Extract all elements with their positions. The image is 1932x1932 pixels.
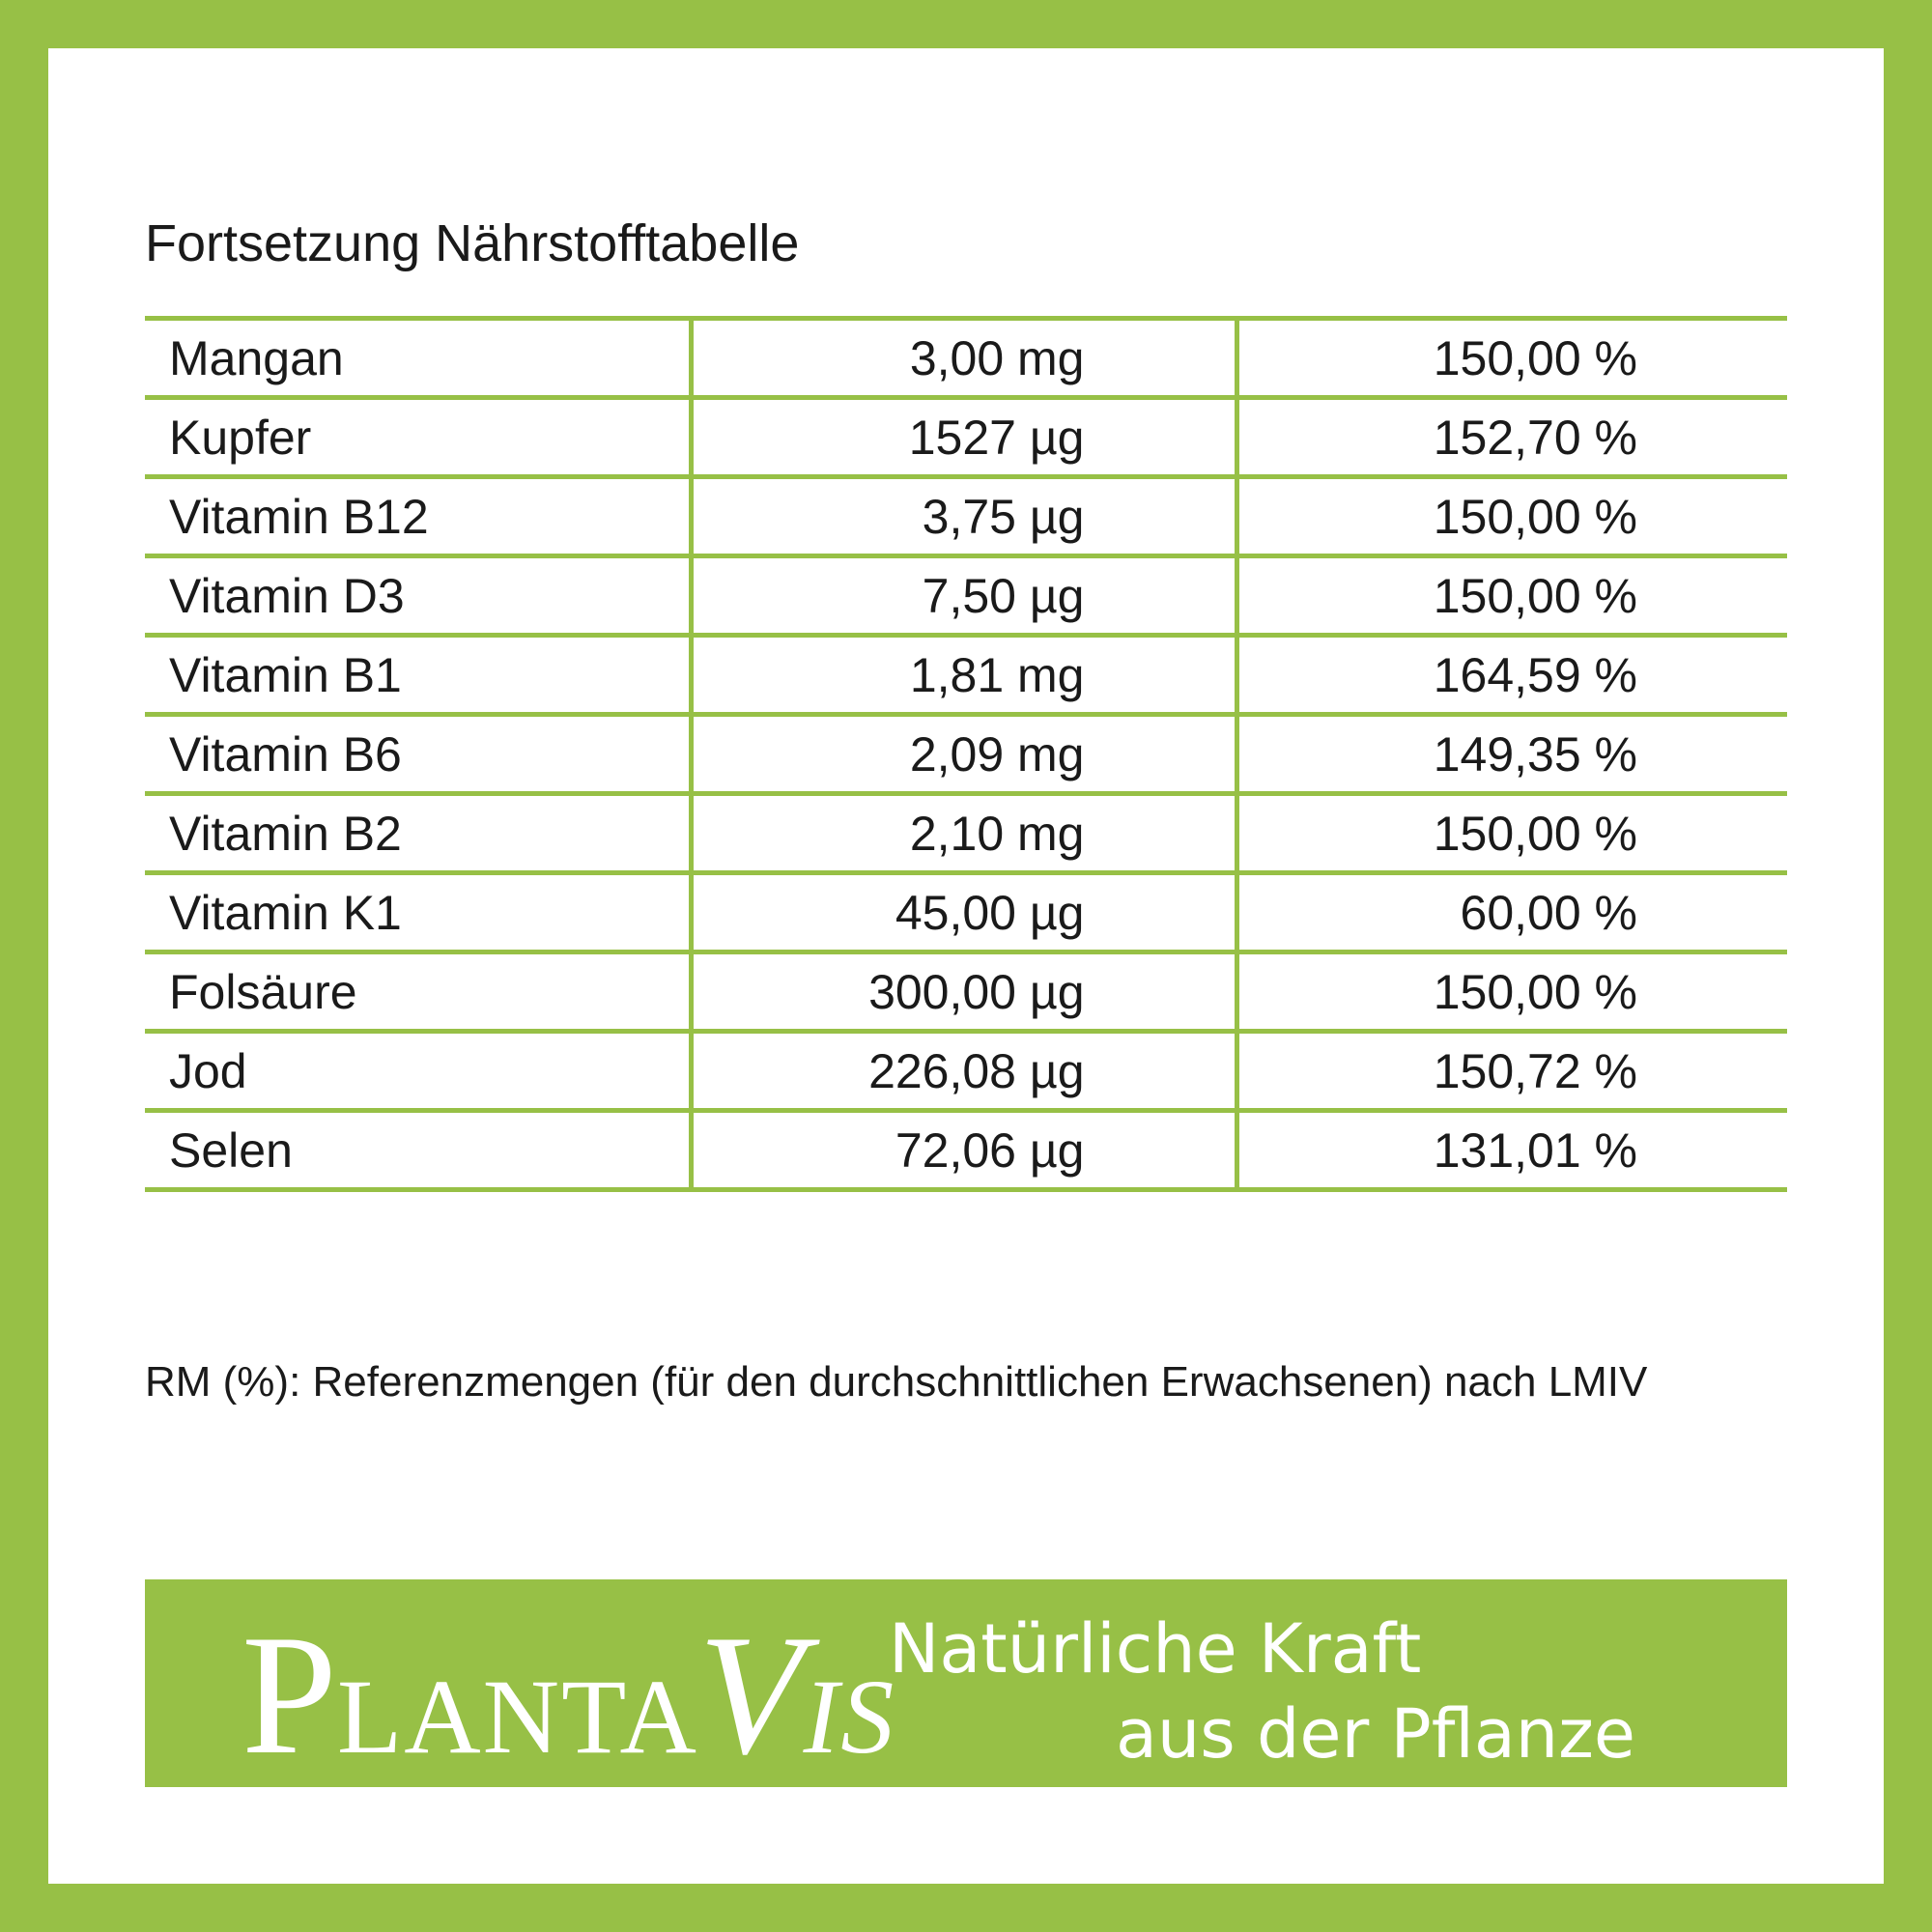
brand-slogan <box>889 1606 1635 1776</box>
slogan-line-1: Natürliche Kraft <box>889 1609 1422 1689</box>
nutrient-name: Kupfer <box>145 398 691 477</box>
nutrient-amount: 1,81 mg <box>691 636 1236 715</box>
nutrient-reference-percent: 150,72 % <box>1236 1032 1787 1111</box>
nutrient-name: Vitamin K1 <box>145 873 691 952</box>
nutrient-amount: 3,75 µg <box>691 477 1236 556</box>
table-row <box>145 952 1787 1032</box>
nutrient-table-body <box>145 319 1787 1190</box>
table-row <box>145 715 1787 794</box>
nutrient-amount: 45,00 µg <box>691 873 1236 952</box>
nutrient-name: Selen <box>145 1111 691 1190</box>
nutrient-name: Vitamin B6 <box>145 715 691 794</box>
nutrient-amount: 2,10 mg <box>691 794 1236 873</box>
table-row <box>145 398 1787 477</box>
nutrient-amount: 2,09 mg <box>691 715 1236 794</box>
nutrient-amount: 300,00 µg <box>691 952 1236 1032</box>
nutrient-reference-percent: 60,00 % <box>1236 873 1787 952</box>
nutrient-name: Folsäure <box>145 952 691 1032</box>
nutrient-reference-percent: 150,00 % <box>1236 319 1787 398</box>
content-panel <box>48 48 1884 1884</box>
nutrient-reference-percent: 150,00 % <box>1236 794 1787 873</box>
table-row <box>145 636 1787 715</box>
table-row <box>145 319 1787 398</box>
table-row <box>145 1111 1787 1190</box>
nutrient-amount: 3,00 mg <box>691 319 1236 398</box>
table-row <box>145 1032 1787 1111</box>
nutrient-reference-percent: 149,35 % <box>1236 715 1787 794</box>
nutrient-name: Jod <box>145 1032 691 1111</box>
table-row <box>145 477 1787 556</box>
nutrient-reference-percent: 150,00 % <box>1236 952 1787 1032</box>
nutrient-reference-percent: 150,00 % <box>1236 556 1787 636</box>
nutrient-amount: 72,06 µg <box>691 1111 1236 1190</box>
table-row <box>145 794 1787 873</box>
page-title: Fortsetzung Nährstofftabelle <box>145 214 800 272</box>
nutrient-name: Mangan <box>145 319 691 398</box>
nutrient-name: Vitamin B1 <box>145 636 691 715</box>
nutrient-reference-percent: 164,59 % <box>1236 636 1787 715</box>
nutrient-name: Vitamin D3 <box>145 556 691 636</box>
nutrient-reference-percent: 131,01 % <box>1236 1111 1787 1190</box>
nutrient-amount: 1527 µg <box>691 398 1236 477</box>
nutrient-reference-percent: 152,70 % <box>1236 398 1787 477</box>
brand-banner <box>145 1579 1787 1790</box>
nutrient-name: Vitamin B12 <box>145 477 691 556</box>
nutrient-reference-percent: 150,00 % <box>1236 477 1787 556</box>
nutrient-amount: 226,08 µg <box>691 1032 1236 1111</box>
table-row <box>145 873 1787 952</box>
slogan-line-2: aus der Pflanze <box>1116 1694 1635 1774</box>
brand-logo: PLANTAVIS <box>242 1599 896 1790</box>
nutrient-amount: 7,50 µg <box>691 556 1236 636</box>
table-row <box>145 556 1787 636</box>
nutrient-name: Vitamin B2 <box>145 794 691 873</box>
nutrient-table <box>145 316 1787 1192</box>
footnote: RM (%): Referenzmengen (für den durchschnittlichen Erwachsenen) nach LMIV <box>145 1358 1648 1406</box>
